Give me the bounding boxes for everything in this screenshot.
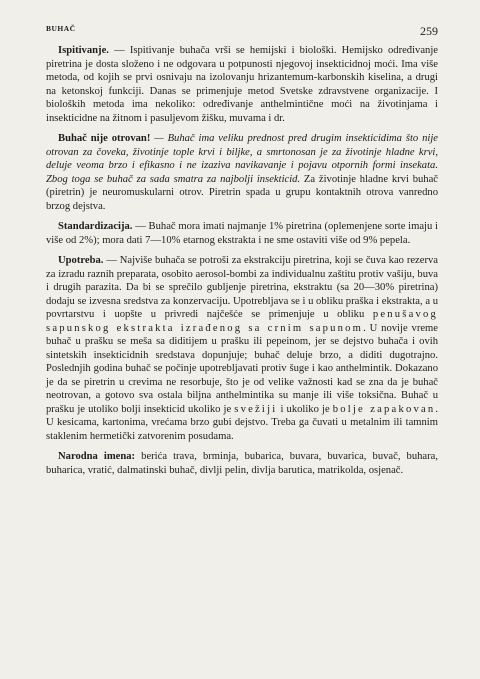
paragraph-text: — Najviše buhača se potroši za ekstrakciju piretrina, koji se čuva kao rezerva za izradu raznih preparata, osobito aerosol-bombi za individualnu zaštitu protiv vašiju, buva i drugih parazita. Da bi se sprečilo gubljenje piretrina, ekstraktu (sa 20—30% piretrina) dodaju se izvesna sredstva za konzervaciju. Upotrebljava se i u obliku praška i ekstrakta, a u povrtarstvu i uopšte u privredi najčešće se primenjuje u obliku bbox=[46, 255, 438, 320]
paragraph-text: . U kesicama, kartonima, vrećama brzo gubi dejstvo. Treba ga čuvati u metalnim ili tamnim staklenim hermetički zatvorenim posudama. bbox=[46, 403, 439, 442]
paragraph-italic-text: — Buhač ima veliku prednost pred drugim insekticidima što nije otrovan za čoveka, životinje tople krvi i biljke, a smrtonosan je za životinje hladne krvi, deluje veoma brzo i efikasno i ne izaziva navikavanje i pojavu otpornih formi insekata. Zbog toga se buhač za sada smatra za najbolji insekticid. bbox=[46, 133, 439, 185]
page-number: 259 bbox=[420, 24, 438, 38]
page-body bbox=[46, 44, 438, 484]
section-heading: Buhač nije otrovan! bbox=[58, 133, 151, 144]
section-heading: Narodna imena: bbox=[58, 451, 136, 462]
section-heading: Ispitivanje. bbox=[58, 45, 109, 56]
section-heading: Upotreba. bbox=[58, 255, 104, 266]
paragraph-text: . U novije vreme buhač u prašku se meša sa diditijem u prašku ili pepeinom, jer se dejstvo buhača i ovih sintetskih insekticidnih sredstava dopunjuje; buhač deluje brzo, a diditi dugotrajno. Poslednjih godina buhač se počinje upotrebljavati protiv šuge i kao anthelmintik. Dokazano je da se piretrin u crevima ne resorbuje, što je od velike važnosti kad se zna da je buhač neotrovan, a gotovo sva ostala biljna anthelmintika su manje ili više toksična. Buhač u prašku je utoliko bolji insekticid ukoliko je bbox=[46, 322, 438, 415]
paragraph-text: — Buhač mora imati najmanje 1% piretrina (oplemenjene sorte imaju i više od 2%); mora dati 7—10% etarnog ekstrakta i ne sme ostaviti više od 9% pepela. bbox=[46, 221, 438, 246]
paragraph-upotreba bbox=[46, 254, 438, 443]
section-heading: Standardizacija. bbox=[58, 221, 133, 232]
paragraph-text: — Ispitivanje buhača vrši se hemijski i biološki. Hemijsko određivanje piretrina je dosta složeno i ne odgovara u potpunosti njegovoj insekticidnoj moći. Ima više metoda, od kojih se prvi osnivaju na izolovanju hrizantemum-karbonskih kiselina, a drugi na ketonskoj funkciji. Danas se primenjuje metod Svetske zdravstvene organizacije. I bioloških metoda ima nekoliko: određivanje anthelmintične moći na životinjama i insekticidne na žitnom i pasuljevom žišku, muvama i dr. bbox=[46, 45, 438, 124]
paragraph-text: i ukoliko je bbox=[277, 403, 333, 415]
running-head: BUHAČ bbox=[46, 24, 76, 33]
spaced-emphasis: penušavog sapunskog ekstrakta izrađenog sa crnim sapunom bbox=[46, 309, 438, 334]
paragraph-text: Za životinje hladne krvi buhač (piretrin) je neuromuskularni otrov. Piretrin spada u grupu kontaktnih otrova vanredno brzog dejstva. bbox=[46, 173, 438, 212]
paragraph-text: berića trava, brminja, bubarica, buvara, buvarica, buvač, buhara, buharica, vratić, dalmatinski buhač, divlji pelin, divlja barutica, matrikolda, osjenač. bbox=[46, 451, 438, 476]
paragraph-standardizacija bbox=[46, 220, 438, 247]
paragraph-narodna-imena bbox=[46, 450, 438, 477]
paragraph-nije-otrovan bbox=[46, 132, 438, 213]
paragraph-ispitivanje bbox=[46, 44, 438, 125]
spaced-emphasis: svežiji bbox=[234, 403, 278, 415]
spaced-emphasis: bolje zapakovan bbox=[332, 403, 436, 415]
